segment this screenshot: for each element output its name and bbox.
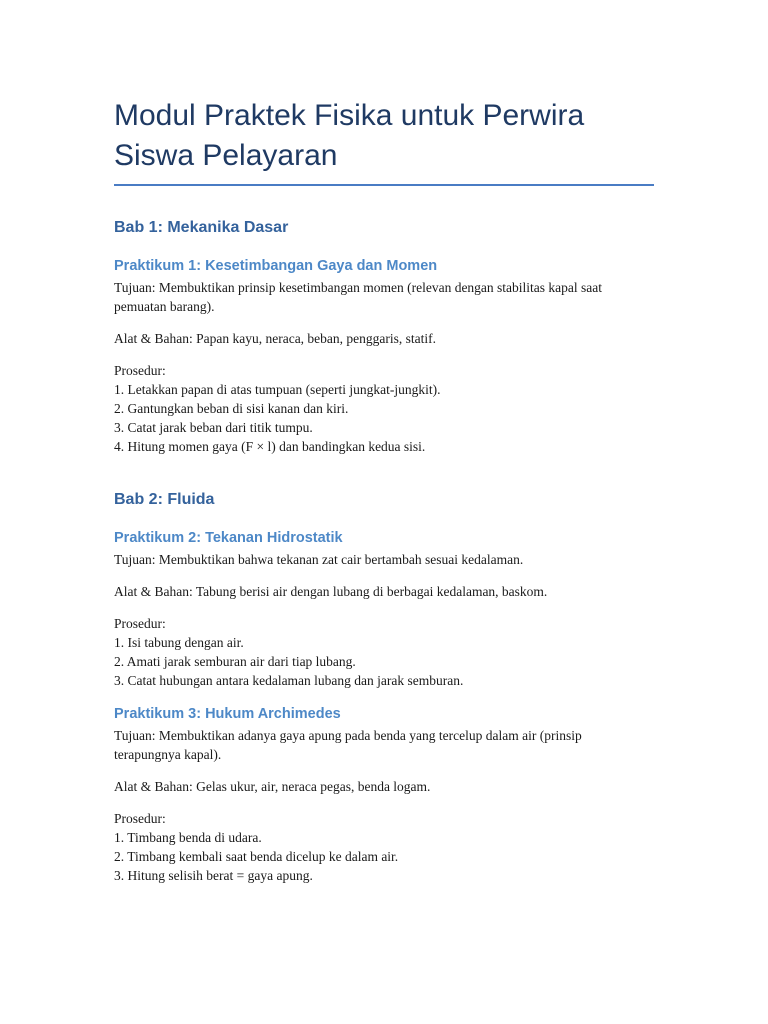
section-2-step-3: 3. Catat hubungan antara kedalaman lubang dan jarak semburan. — [114, 673, 464, 688]
section-1-alat: Alat & Bahan: Papan kayu, neraca, beban, penggaris, statif. — [114, 331, 437, 346]
section-1-step-2: 2. Gantungkan beban di sisi kanan dan kiri. — [114, 401, 349, 416]
section-3-tujuan — [114, 726, 654, 764]
section-1-step-1: 1. Letakkan papan di atas tumpuan (seperti jungkat-jungkit). — [114, 382, 441, 397]
section-3-prosedur-label: Prosedur: — [114, 811, 166, 826]
section-3-step-3: 3. Hitung selisih berat = gaya apung. — [114, 868, 313, 883]
section-3-prosedur — [114, 809, 654, 885]
document-title — [114, 96, 654, 176]
section-1-step-3: 3. Catat jarak beban dari titik tumpu. — [114, 420, 313, 435]
section-3-alat: Alat & Bahan: Gelas ukur, air, neraca pegas, benda logam. — [114, 779, 431, 794]
section-2-alat: Alat & Bahan: Tabung berisi air dengan lubang di berbagai kedalaman, baskom. — [114, 584, 548, 599]
section-3-step-1: 1. Timbang benda di udara. — [114, 830, 262, 845]
section-1-step-4: 4. Hitung momen gaya (F × l) dan bandingkan kedua sisi. — [114, 439, 426, 454]
section-2-step-2: 2. Amati jarak semburan air dari tiap lubang. — [114, 654, 356, 669]
section-1-tujuan-line-2: pemuatan barang). — [114, 299, 215, 314]
section-2-tujuan — [114, 550, 654, 569]
document-title-line-2: Siswa Pelayaran — [114, 139, 338, 172]
section-2-tujuan-line-1: Tujuan: Membuktikan bahwa tekanan zat cair bertambah sesuai kedalaman. — [114, 552, 524, 567]
section-1-tujuan — [114, 278, 654, 316]
document-title-line-1: Modul Praktek Fisika untuk Perwira — [114, 99, 585, 132]
section-2-prosedur-label: Prosedur: — [114, 616, 166, 631]
section-1-heading: Praktikum 1: Kesetimbangan Gaya dan Momen — [114, 258, 438, 274]
chapter-1-heading: Bab 1: Mekanika Dasar — [114, 219, 289, 236]
chapter-2-heading: Bab 2: Fluida — [114, 491, 215, 508]
section-2-prosedur — [114, 614, 654, 690]
document-page — [114, 96, 654, 885]
section-2-step-1: 1. Isi tabung dengan air. — [114, 635, 244, 650]
section-3-step-2: 2. Timbang kembali saat benda dicelup ke dalam air. — [114, 849, 399, 864]
title-divider — [114, 184, 654, 186]
section-1-prosedur — [114, 361, 654, 456]
section-1-tujuan-line-1: Tujuan: Membuktikan prinsip kesetimbangan momen (relevan dengan stabilitas kapal saat — [114, 280, 603, 295]
section-3-tujuan-line-2: terapungnya kapal). — [114, 747, 222, 762]
section-3-tujuan-line-1: Tujuan: Membuktikan adanya gaya apung pada benda yang tercelup dalam air (prinsip — [114, 728, 582, 743]
section-1-prosedur-label: Prosedur: — [114, 363, 166, 378]
section-2-heading: Praktikum 2: Tekanan Hidrostatik — [114, 530, 343, 546]
section-3-heading: Praktikum 3: Hukum Archimedes — [114, 706, 341, 722]
